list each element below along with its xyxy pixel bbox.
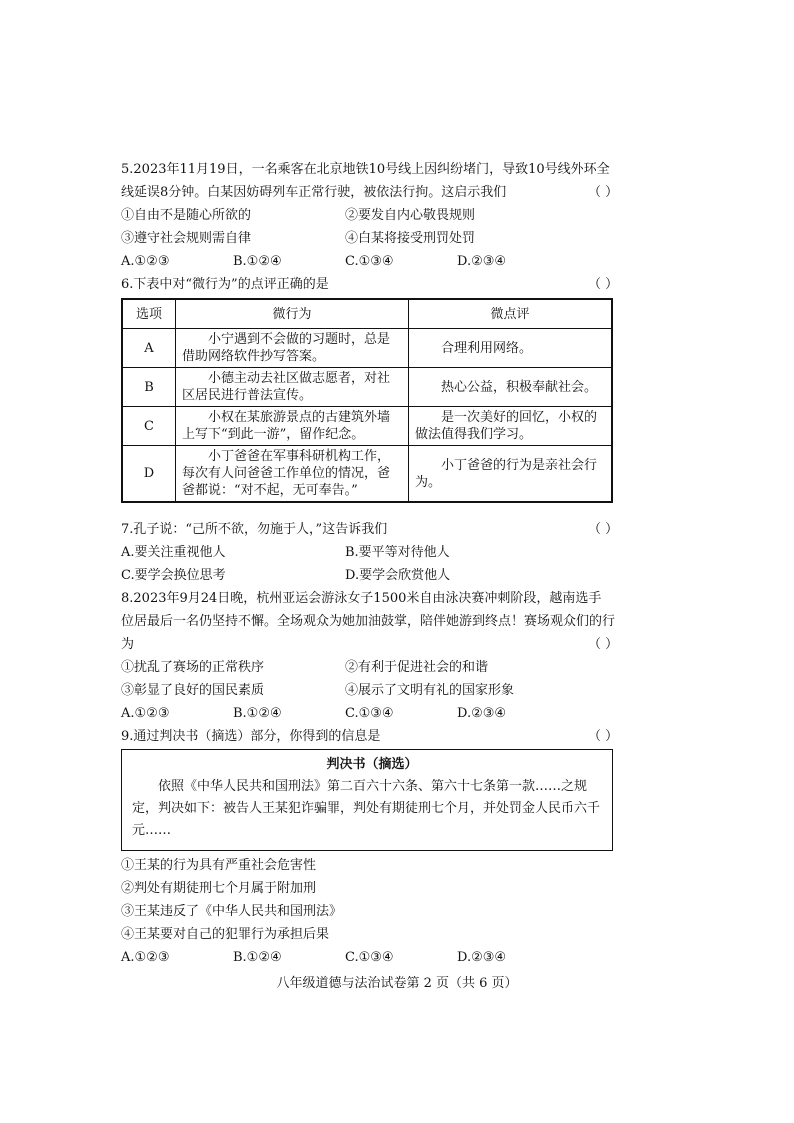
q6-row-b-comment: 热心公益，积极奉献社会。 <box>409 368 613 407</box>
judgment-excerpt-title: 判决书（摘选） <box>326 757 418 772</box>
q8-choice-d: D.②③④ <box>457 706 507 721</box>
q9-choice-a: A.①②③ <box>121 950 170 965</box>
q5-answer-bracket: （ ） <box>588 185 619 200</box>
q7-answer-bracket: （ ） <box>588 522 619 537</box>
q7-stem: 7.孔子说：“己所不欲，勿施于人，”这告诉我们 <box>121 522 388 537</box>
q6-header-behavior: 微行为 <box>176 299 409 329</box>
q6-table <box>121 298 613 503</box>
q5-item-1: ①自由不是随心所欲的 <box>121 208 252 223</box>
q6-stem: 6.下表中对“微行为”的点评正确的是 <box>121 277 329 292</box>
q6-table-header-row <box>122 299 612 329</box>
q8-stem-line3: 为 <box>121 637 135 652</box>
q6-row-a-option: A <box>122 329 176 368</box>
q9-choice-c: C.①③④ <box>345 950 394 965</box>
q5-choice-c: C.①③④ <box>345 254 394 269</box>
q5-item-4: ④白某将接受刑罚处罚 <box>345 231 476 246</box>
q8-item-2: ②有利于促进社会的和谐 <box>345 660 489 675</box>
q9-item-3: ③王某违反了《中华人民共和国刑法》 <box>121 904 343 919</box>
q9-choice-d: D.②③④ <box>457 950 507 965</box>
q6-row-a-comment: 合理利用网络。 <box>409 329 613 368</box>
q8-item-4: ④展示了文明有礼的国家形象 <box>345 683 515 698</box>
q6-row-c-behavior: 小权在某旅游景点的古建筑外墙上写下“到此一游”，留作纪念。 <box>176 407 409 446</box>
q6-row-c-option: C <box>122 407 176 446</box>
page-footer: 八年级道德与法治试卷第 2 页（共 6 页） <box>276 976 518 991</box>
q8-item-3: ③彰显了良好的国民素质 <box>121 683 265 698</box>
q9-answer-bracket: （ ） <box>588 729 619 744</box>
q9-item-2: ②判处有期徒刑七个月属于附加刑 <box>121 881 317 896</box>
q6-header-comment: 微点评 <box>409 299 613 329</box>
q8-choice-c: C.①③④ <box>345 706 394 721</box>
q6-header-option: 选项 <box>122 299 176 329</box>
q9-item-4: ④王某要对自己的犯罪行为承担后果 <box>121 927 330 942</box>
q9-choice-b: B.①②④ <box>233 950 282 965</box>
q5-stem-line1: 5.2023年11月19日，一名乘客在北京地铁10号线上因纠纷堵门，导致10号线外环全 <box>121 162 610 177</box>
q5-item-3: ③遵守社会规则需自律 <box>121 231 252 246</box>
q8-choice-b: B.①②④ <box>233 706 282 721</box>
q6-row-b-behavior: 小德主动去社区做志愿者，对社区居民进行普法宣传。 <box>176 368 409 407</box>
q5-choice-a: A.①②③ <box>121 254 170 269</box>
q6-row-d-comment: 小丁爸爸的行为是亲社会行为。 <box>409 446 613 503</box>
q5-stem-line2: 线延误8分钟。白某因妨碍列车正常行驶，被依法行拘。这启示我们 <box>121 185 507 200</box>
judgment-excerpt-body: 依照《中华人民共和国刑法》第二百六十六条、第六十七条第一款……之规定，判决如下：被告人王某犯诈骗罪，判处有期徒刑七个月，并处罚金人民币六千元…… <box>132 779 601 838</box>
q8-choice-a: A.①②③ <box>121 706 170 721</box>
table-row <box>122 368 612 407</box>
q6-answer-bracket: （ ） <box>588 277 619 292</box>
q6-row-d-behavior: 小丁爸爸在军事科研机构工作，每次有人问爸爸工作单位的情况，爸爸都说：“对不起，无可奉告。” <box>176 446 409 503</box>
q6-row-b-option: B <box>122 368 176 407</box>
q8-answer-bracket: （ ） <box>588 637 619 652</box>
q6-row-d-option: D <box>122 446 176 503</box>
q9-stem: 9.通过判决书（摘选）部分，你得到的信息是 <box>121 729 381 744</box>
q6-row-c-comment: 是一次美好的回忆，小权的做法值得我们学习。 <box>409 407 613 446</box>
q7-choice-d: D.要学会欣赏他人 <box>345 568 451 583</box>
q7-choice-b: B.要平等对待他人 <box>345 545 450 560</box>
q5-choice-d: D.②③④ <box>457 254 507 269</box>
table-row <box>122 407 612 446</box>
q9-item-1: ①王某的行为具有严重社会危害性 <box>121 858 317 873</box>
judgment-excerpt-box <box>121 749 613 851</box>
q5-choice-b: B.①②④ <box>233 254 282 269</box>
q7-choice-a: A.要关注重视他人 <box>121 545 226 560</box>
table-row <box>122 446 612 503</box>
table-row <box>122 329 612 368</box>
q8-stem-line1: 8.2023年9月24日晚，杭州亚运会游泳女子1500米自由泳决赛冲刺阶段，越南选手 <box>121 591 602 606</box>
q6-row-a-behavior: 小宁遇到不会做的习题时，总是借助网络软件抄写答案。 <box>176 329 409 368</box>
q5-item-2: ②要发自内心敬畏规则 <box>345 208 476 223</box>
q8-stem-line2: 位居最后一名仍坚持不懈。全场观众为她加油鼓掌，陪伴她游到终点！赛场观众们的行 <box>121 614 616 629</box>
q7-choice-c: C.要学会换位思考 <box>121 568 226 583</box>
q8-item-1: ①扰乱了赛场的正常秩序 <box>121 660 265 675</box>
